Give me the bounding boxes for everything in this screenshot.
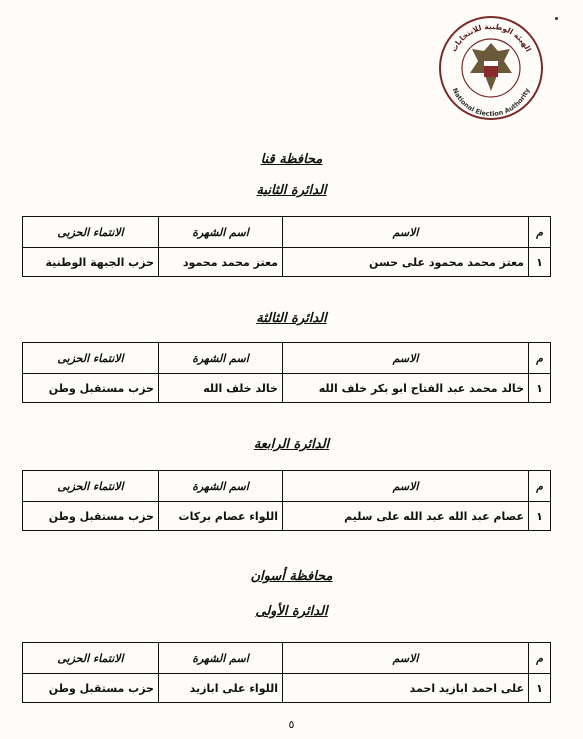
table-header-row xyxy=(23,471,551,502)
table-header-row xyxy=(23,343,551,374)
table-header-row xyxy=(23,217,551,248)
header-nickname: اسم الشهرة xyxy=(159,217,283,248)
header-nickname: اسم الشهرة xyxy=(159,343,283,374)
candidate-name: على احمد ابازيد احمد xyxy=(283,674,529,703)
header-nickname: اسم الشهرة xyxy=(159,471,283,502)
candidates-table xyxy=(22,470,551,531)
header-party: الانتماء الحزبى xyxy=(23,643,159,674)
candidate-nickname: اللواء عصام بركات xyxy=(159,502,283,531)
header-party: الانتماء الحزبى xyxy=(23,217,159,248)
row-number: ١ xyxy=(529,248,551,277)
logo-arabic-text: الهيئة الوطنية للانتخابات xyxy=(449,21,534,54)
district-title: الدائرة الثانية xyxy=(256,183,327,198)
candidate-name: معتز محمد محمود على حسن xyxy=(283,248,529,277)
candidates-table xyxy=(22,642,551,703)
header-name: الاسم xyxy=(283,343,529,374)
table-row xyxy=(23,502,551,531)
governorate-title: محافظة قنا xyxy=(260,152,323,167)
header-name: الاسم xyxy=(283,217,529,248)
header-number: م xyxy=(529,217,551,248)
table-row xyxy=(23,674,551,703)
candidate-name: خالد محمد عبد الفتاح ابو بكر خلف الله xyxy=(283,374,529,403)
district-title: الدائرة الثالثة xyxy=(256,311,327,326)
header-party: الانتماء الحزبى xyxy=(23,343,159,374)
governorate-title: محافظة أسوان xyxy=(250,569,333,584)
page-number: ٥ xyxy=(288,718,295,731)
candidate-party: حزب الجبهة الوطنية xyxy=(23,248,159,277)
candidate-party: حزب مستقبل وطن xyxy=(23,502,159,531)
row-number: ١ xyxy=(529,374,551,403)
corner-dot xyxy=(555,17,558,20)
table-row xyxy=(23,248,551,277)
header-nickname: اسم الشهرة xyxy=(159,643,283,674)
table-row xyxy=(23,374,551,403)
candidate-party: حزب مستقبل وطن xyxy=(23,674,159,703)
row-number: ١ xyxy=(529,674,551,703)
candidate-nickname: اللواء على ابازيد xyxy=(159,674,283,703)
district-title: الدائرة الرابعة xyxy=(253,437,330,452)
logo-english-text: National Election Authority xyxy=(450,86,532,119)
district-title: الدائرة الأولى xyxy=(255,604,328,619)
svg-text:National Election Authority xyxy=(451,86,532,118)
header-number: م xyxy=(529,643,551,674)
header-name: الاسم xyxy=(283,643,529,674)
candidate-nickname: معتز محمد محمود xyxy=(159,248,283,277)
national-election-authority-logo xyxy=(438,15,544,121)
table-header-row xyxy=(23,643,551,674)
header-number: م xyxy=(529,471,551,502)
row-number: ١ xyxy=(529,502,551,531)
candidate-party: حزب مستقبل وطن xyxy=(23,374,159,403)
header-party: الانتماء الحزبى xyxy=(23,471,159,502)
candidates-table xyxy=(22,342,551,403)
candidates-table xyxy=(22,216,551,277)
header-name: الاسم xyxy=(283,471,529,502)
candidate-name: عصام عبد الله عبد الله على سليم xyxy=(283,502,529,531)
candidate-nickname: خالد خلف الله xyxy=(159,374,283,403)
header-number: م xyxy=(529,343,551,374)
